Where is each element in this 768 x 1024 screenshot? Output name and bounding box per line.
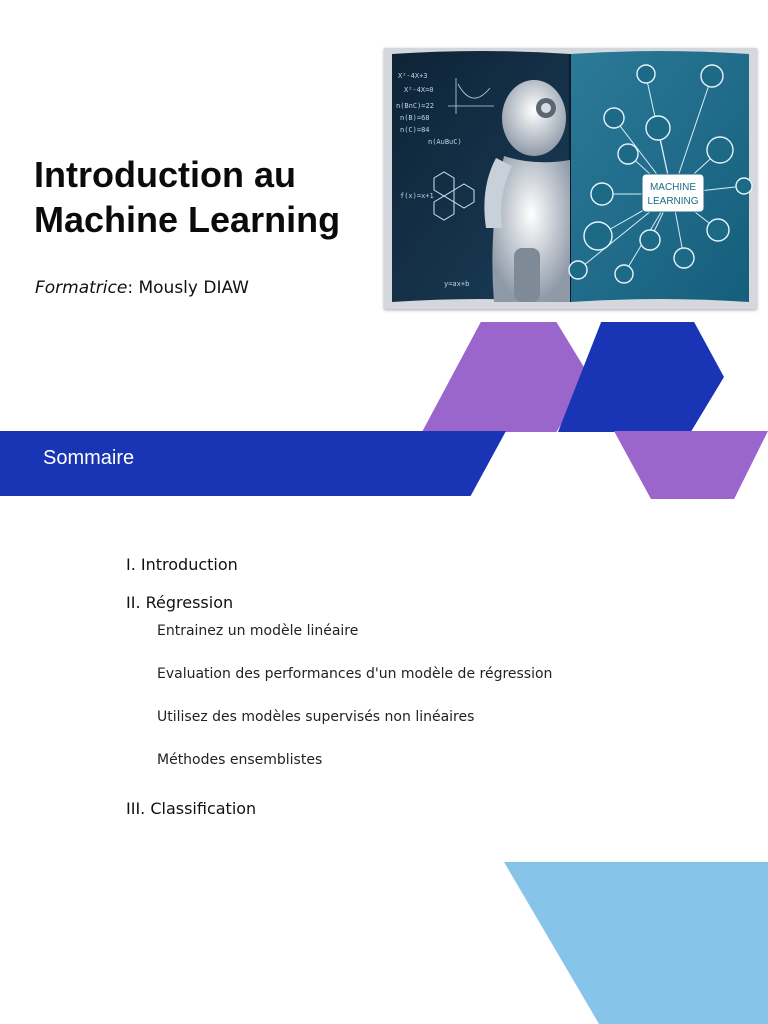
formula-5: n(C)=84 [400,126,430,134]
toc-subitem-ensemble-methods[interactable]: Méthodes ensemblistes [157,752,323,768]
formula-3: n(B∩C)=22 [396,102,434,110]
machine-learning-illustration [384,48,757,309]
toc-section-classification[interactable]: III. Classification [126,799,257,818]
light-blue-corner-shape [504,862,768,1024]
toc-subitem-linear-model[interactable]: Entrainez un modèle linéaire [157,623,359,639]
toc-subitem-evaluation[interactable]: Evaluation des performances d'un modèle de régression [157,666,553,682]
formula-4: n(B)=68 [400,114,430,122]
book-illustration-svg [384,48,757,309]
toc-subitem-nonlinear-models[interactable]: Utilisez des modèles supervisés non linéaires [157,709,475,725]
formula-8: y=ax+b [444,280,470,288]
navy-parallelogram [558,322,724,432]
badge-line-1: MACHINE [649,182,697,193]
badge-line-2: LEARNING [647,196,699,207]
formula-2: X²-4X=0 [404,86,434,94]
toc-section-introduction[interactable]: I. Introduction [126,555,238,574]
title-line-2: Machine Learning [34,199,341,240]
formula-1: X²-4X+3 [398,72,428,80]
formula-6: n(A∪B∪C) [428,138,462,146]
role-label: Formatrice [35,278,128,298]
role-separator: : [127,278,139,298]
toc-section-regression[interactable]: II. Régression [126,593,234,612]
title-line-1: Introduction au [34,154,296,195]
summary-banner-label: Sommaire [43,447,135,469]
page-title [34,152,364,242]
machine-learning-badge [642,174,704,212]
formula-7: f(x)=x+1 [400,192,434,200]
purple-parallelogram-bottom [614,431,768,499]
instructor-name: Mously DIAW [138,278,249,298]
instructor-line [35,278,249,298]
